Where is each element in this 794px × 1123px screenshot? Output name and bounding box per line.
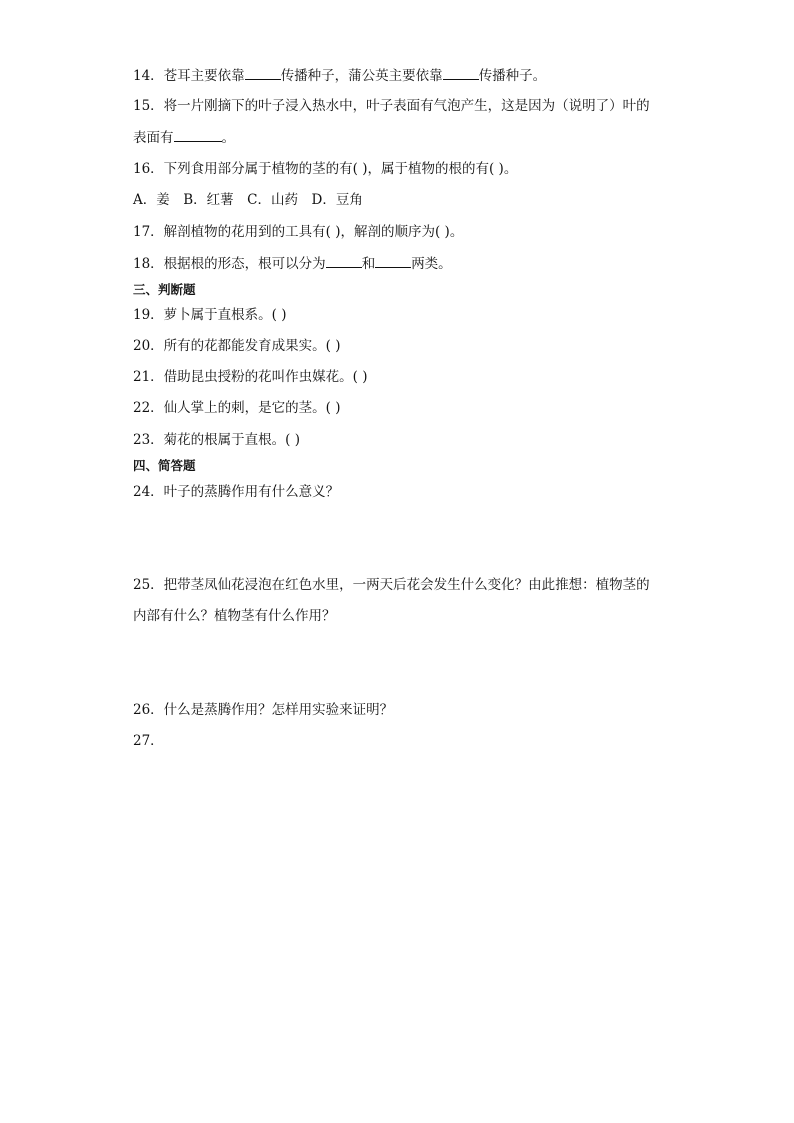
question-25-line-1: 25．把带茎凤仙花浸泡在红色水里，一两天后花会发生什么变化？由此推想：植物茎的 — [133, 577, 650, 593]
question-19: 19．萝卜属于直根系。( ) — [133, 307, 287, 323]
section-4-heading: 四、简答题 — [133, 458, 196, 473]
question-23: 23．菊花的根属于直根。( ) — [133, 432, 301, 448]
q15-blank — [174, 127, 222, 142]
question-22: 22．仙人掌上的刺，是它的茎。( ) — [133, 400, 341, 416]
question-14 — [133, 65, 546, 86]
section-3-heading: 三、判断题 — [133, 282, 196, 297]
question-21: 21．借助昆虫授粉的花叫作虫媒花。( ) — [133, 369, 368, 385]
q14-blank-2 — [443, 65, 479, 80]
question-18 — [133, 253, 452, 274]
question-20: 20．所有的花都能发育成果实。( ) — [133, 338, 341, 354]
question-27: 27． — [133, 733, 164, 749]
q14-part3: 传播种子。 — [478, 68, 547, 84]
q18-blank-2 — [375, 253, 411, 268]
question-16-stem: 16．下列食用部分属于植物的茎的有( )，属于植物的根的有( )。 — [133, 161, 518, 177]
q14-blank-1 — [245, 65, 281, 80]
question-25-line-2: 内部有什么？植物茎有什么作用？ — [133, 608, 336, 624]
q18-part2: 和 — [361, 256, 376, 272]
question-26: 26．什么是蒸腾作用？怎样用实验来证明？ — [133, 702, 394, 718]
q18-blank-1 — [326, 253, 362, 268]
question-17: 17．解剖植物的花用到的工具有( )，解剖的顺序为( )。 — [133, 224, 464, 240]
question-15-line-1: 15．将一片刚摘下的叶子浸入热水中，叶子表面有气泡产生，这是因为（说明了）叶的 — [133, 98, 650, 114]
q15-line2-part2: 。 — [221, 130, 235, 146]
q15-line2-part1: 表面有 — [133, 130, 174, 146]
question-15-line-2 — [133, 127, 235, 148]
q18-part1: 18．根据根的形态，根可以分为 — [133, 256, 326, 272]
q14-part1: 14．苍耳主要依靠 — [133, 68, 245, 84]
q18-part3: 两类。 — [411, 256, 452, 272]
question-16-options: A．姜 B．红薯 C．山药 D．豆角 — [133, 192, 363, 208]
question-24: 24．叶子的蒸腾作用有什么意义？ — [133, 484, 340, 500]
q14-part2: 传播种子，蒲公英主要依靠 — [280, 68, 443, 84]
